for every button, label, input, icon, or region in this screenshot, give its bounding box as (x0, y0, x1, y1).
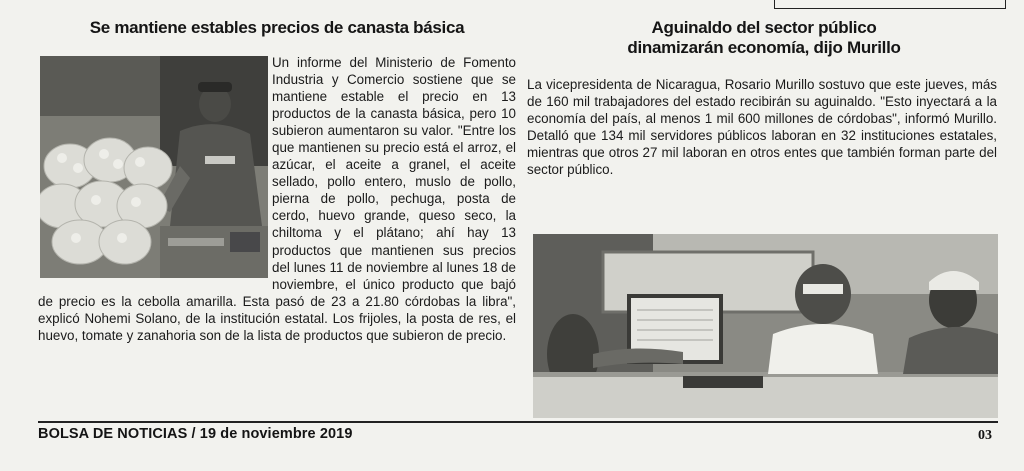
page-number: 03 (978, 428, 992, 443)
publication-footer: BOLSA DE NOTICIAS / 19 de noviembre 2019 (38, 426, 353, 442)
left-article-title: Se mantiene estables precios de canasta básica (89, 18, 465, 37)
footer-rule (38, 421, 998, 423)
right-article-title-line1: Aguinaldo del sector público (651, 18, 877, 37)
corner-frame (774, 0, 1006, 9)
right-article (527, 14, 1001, 178)
market-vendor-photo (40, 56, 268, 278)
left-article-body: Un informe del Ministerio de Fomento Industria y Comercio sostiene que se mantiene estable el precio en 13 productos de la canasta básica, pero 10 subieron aumentaron su valor. "Entre los que mantienen su precio está el arroz, el azúcar, el aceite a granel, el aceite sellado, pollo entero, muslo de pollo, pierna de pollo, pechuga, posta de cerdo, huevo grande, queso seco, la chiltoma y el plátano; ahí hay 13 productos que mantienen sus precios del lunes 11 de noviembre al lunes 18 de noviembre, el único producto que bajó de precio es la cebolla amarilla. Esta pasó de 23 a 21.80 córdobas la libra", explicó Nohemi Solano, de la institución estatal. Los frijoles, la posta de res, el huevo, tomate y zanahoria son de la lista de productos que subieron de precio. (38, 55, 516, 343)
right-article-title-line2: dinamizarán economía, dijo Murillo (627, 38, 901, 57)
right-article-body: La vicepresidenta de Nicaragua, Rosario Murillo sostuvo que este jueves, más de 160 mil trabajadores del estado recibirán su aguinaldo. "Esto inyectará a la economía del país, al menos 1 mil 600 millones de córdobas", informó Murillo. Detalló que 134 mil servidores públicos laboran en 32 instituciones estatales, mientras que otros 27 mil laboran en otros entes que también forman parte del sector público. (527, 77, 997, 178)
right-article-title (527, 14, 1001, 58)
bank-counter-photo (533, 234, 998, 418)
left-article (38, 14, 516, 343)
